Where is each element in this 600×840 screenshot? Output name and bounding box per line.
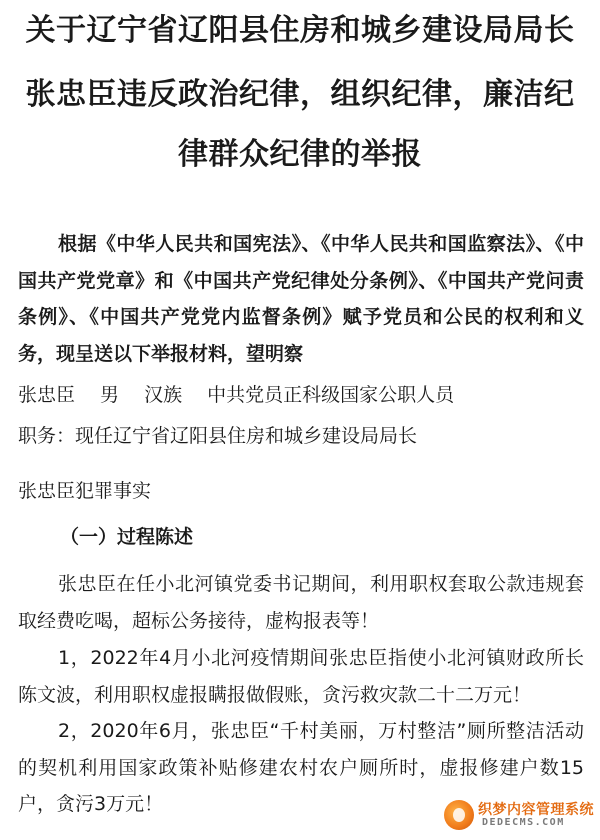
body-paragraph: 张忠臣在任小北河镇党委书记期间，利用职权套取公款违规套取经费吃喝，超标公务接待，虚构报表等！ [18,573,584,632]
watermark-domain: DEDECMS.COM [482,817,565,828]
watermark-text: 织梦内容管理系统 [478,802,594,818]
intro-paragraph: 根据《中华人民共和国宪法》、《中华人民共和国监察法》、《中国共产党党章》和《中国共产党纪律处分条例》、《中国共产党问责条例》、《中国共产党党内监督条例》赋予党员和公民的权利和义务，现呈送以下举报材料，望明察 [18,233,584,365]
title-line-3: 律群众纪律的举报 [178,137,422,172]
title-line-1: 关于辽宁省辽阳县住房和城乡建设局局长 [25,13,575,48]
body-paragraph: 2，2020年6月，张忠臣“千村美丽，万村整洁”厕所整洁活动的契机利用国家政策补贴修建农村农户厕所时，虚报修建户数15户，贪污3万元！ [18,720,584,815]
facts-heading: 张忠臣犯罪事实 [18,480,152,502]
duty-line: 职务：现任辽宁省辽阳县住房和城乡建设局局长 [18,425,418,447]
dedecms-logo-icon [444,800,474,830]
person-info-line: 张忠臣 男 汉族 中共党员正科级国家公职人员 [18,384,455,406]
section-heading: （一）过程陈述 [60,526,194,548]
watermark [444,798,594,832]
body-paragraph: 1，2022年4月小北河疫情期间张忠臣指使小北河镇财政所长陈文波，利用职权虚报瞒报做假账，贪污救灾款二十二万元！ [18,647,584,706]
title-line-2: 张忠臣违反政治纪律，组织纪律，廉洁纪 [25,77,575,112]
